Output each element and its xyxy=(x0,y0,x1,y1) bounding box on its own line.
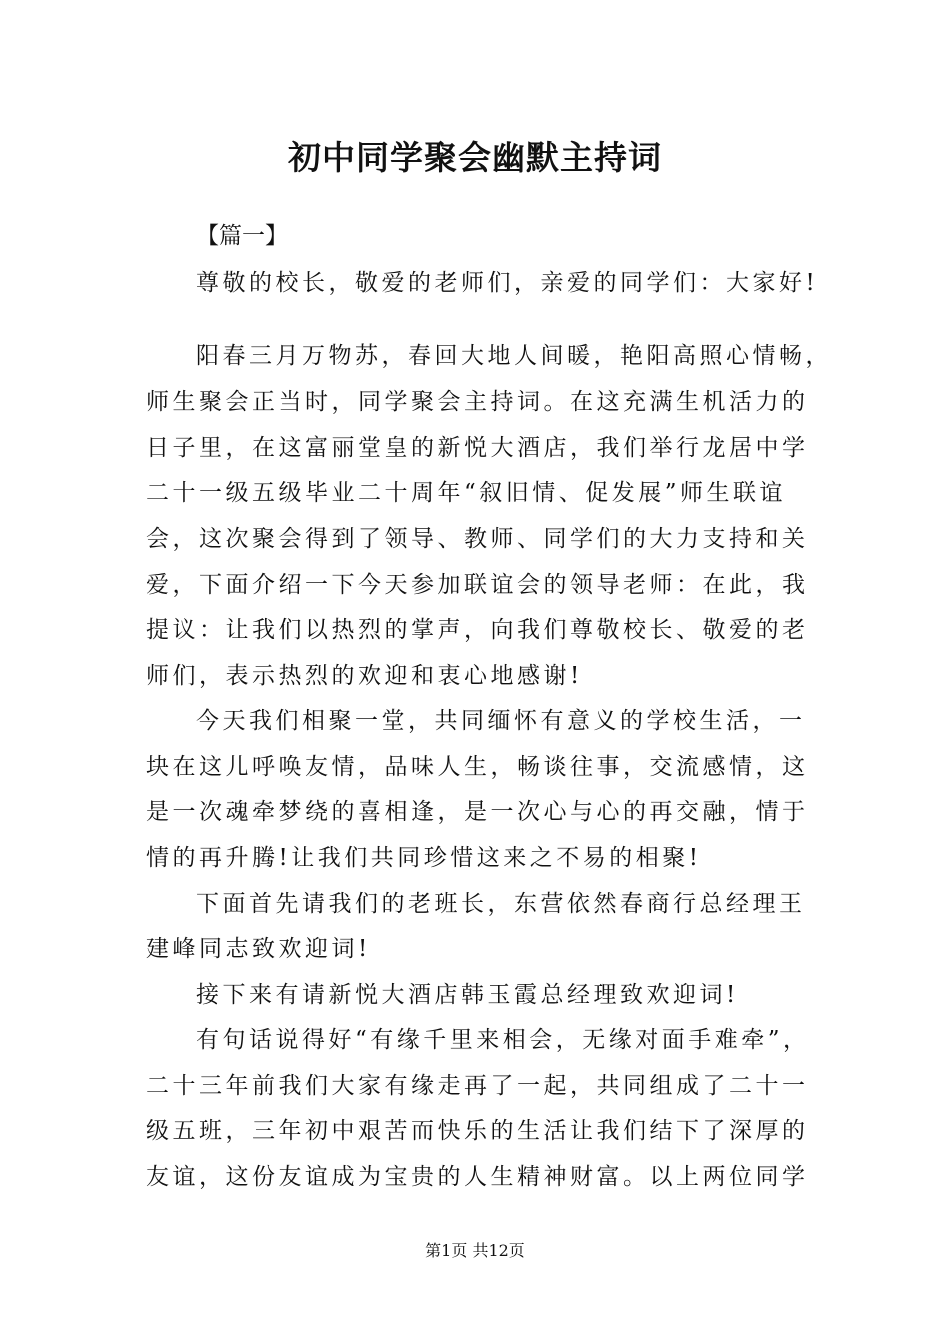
text-line: 级五班，三年初中艰苦而快乐的生活让我们结下了深厚的 xyxy=(146,1118,809,1144)
text-line: 接下来有请新悦大酒店韩玉霞总经理致欢迎词! xyxy=(196,982,739,1008)
text-line: 会，这次聚会得到了领导、教师、同学们的大力支持和关 xyxy=(146,526,809,552)
text-line: 爱，下面介绍一下今天参加联谊会的领导老师：在此，我 xyxy=(146,572,809,598)
text-line: 师们，表示热烈的欢迎和衷心地感谢! xyxy=(146,663,583,689)
text-line: 提议：让我们以热烈的掌声，向我们尊敬校长、敬爱的老 xyxy=(146,617,809,643)
text-line: 情的再升腾!让我们共同珍惜这来之不易的相聚! xyxy=(146,845,702,871)
text-line: 二十三年前我们大家有缘走再了一起，共同组成了二十一 xyxy=(146,1073,809,1099)
text-line: 下面首先请我们的老班长，东营依然春商行总经理王 xyxy=(196,891,806,917)
text-line: 师生聚会正当时，同学聚会主持词。在这充满生机活力的 xyxy=(146,389,809,415)
text-line: 二十一级五级毕业二十周年“叙旧情、促发展”师生联谊 xyxy=(146,480,787,506)
page-number: 第1页 共12页 xyxy=(425,1241,525,1260)
text-line: 阳春三月万物苏，春回大地人间暖，艳阳高照心情畅， xyxy=(196,343,832,369)
text-line: 尊敬的校长，敬爱的老师们，亲爱的同学们：大家好! xyxy=(196,270,819,296)
text-line: 块在这儿呼唤友情，品味人生，畅谈往事，交流感情，这 xyxy=(146,754,809,780)
text-line: 今天我们相聚一堂，共同缅怀有意义的学校生活，一 xyxy=(196,708,806,734)
text-line: 有句话说得好“有缘千里来相会，无缘对面手难牵”， xyxy=(196,1027,810,1053)
text-line: 日子里，在这富丽堂皇的新悦大酒店，我们举行龙居中学 xyxy=(146,435,809,461)
text-line: 友谊，这份友谊成为宝贵的人生精神财富。以上两位同学 xyxy=(146,1164,809,1190)
text-line: 是一次魂牵梦绕的喜相逢，是一次心与心的再交融，情于 xyxy=(146,799,809,825)
text-line: 建峰同志致欢迎词! xyxy=(146,936,371,962)
section-label: 【篇一】 xyxy=(196,223,288,249)
document-title: 初中同学聚会幽默主持词 xyxy=(288,138,662,177)
